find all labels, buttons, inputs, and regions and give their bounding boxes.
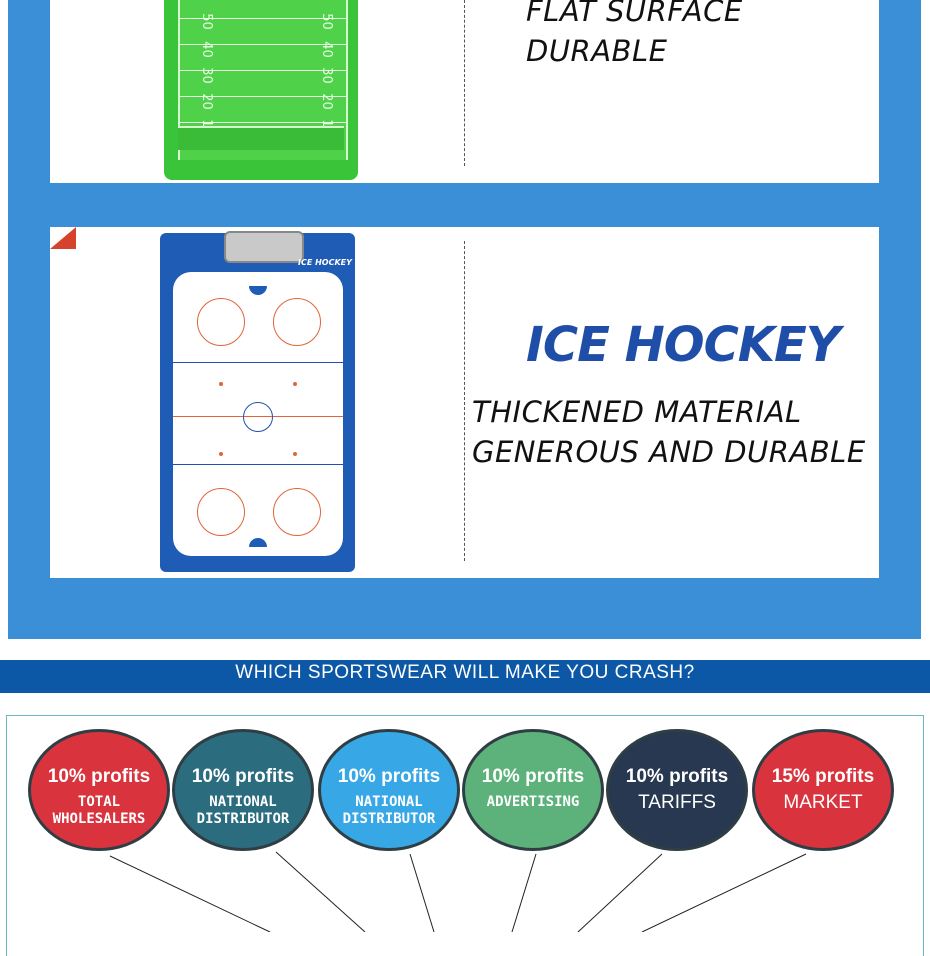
card-divider: [464, 0, 465, 166]
connector-lines: [0, 850, 930, 932]
yard-number: 30: [198, 67, 214, 84]
yard-number: 30: [318, 67, 334, 84]
football-endzone: [178, 126, 344, 150]
yard-number: 50: [318, 13, 334, 30]
profit-recipient: NATIONAL DISTRIBUTOR: [196, 794, 290, 827]
profit-bubble-wholesalers: [28, 729, 170, 851]
feature-line-2: GENEROUS AND DURABLE: [472, 435, 866, 469]
faceoff-circle: [273, 298, 321, 346]
center-circle: [243, 402, 273, 432]
yard-number: 20: [198, 93, 214, 110]
profit-percent: 10% profits: [191, 766, 295, 787]
profit-bubble-distributor: [172, 729, 314, 851]
blue-line: [173, 362, 343, 363]
football-card: [50, 0, 879, 183]
faceoff-circle: [197, 298, 245, 346]
profit-percent: 15% profits: [771, 766, 875, 787]
sport-title: ICE HOCKEY: [526, 317, 840, 373]
profit-recipient: ADVERTISING: [486, 794, 580, 810]
profit-recipient: MARKET: [783, 792, 863, 813]
board-label: ICE HOCKEY: [298, 258, 352, 267]
blue-line: [173, 464, 343, 465]
feature-line-1: THICKENED MATERIAL: [472, 395, 802, 429]
corner-ribbon: [50, 227, 76, 249]
faceoff-circle: [197, 488, 245, 536]
goal-crease: [249, 538, 267, 547]
banner-title: WHICH SPORTSWEAR WILL MAKE YOU CRASH?: [235, 662, 695, 683]
yard-number: 50: [198, 13, 214, 30]
profit-percent: 10% profits: [625, 766, 729, 787]
profit-bubble-tariffs: [606, 729, 748, 851]
faceoff-circle: [273, 488, 321, 536]
profit-recipient: NATIONAL DISTRIBUTOR: [342, 794, 436, 827]
product-panel: [8, 0, 921, 639]
profit-bubble-advertising: [462, 729, 604, 851]
yard-number: 40: [318, 41, 334, 58]
hockey-rink: [173, 272, 343, 556]
profit-recipient: TARIFFS: [638, 792, 716, 813]
goal-crease: [249, 286, 267, 295]
profit-percent: 10% profits: [337, 766, 441, 787]
profit-bubble-distributor: [318, 729, 460, 851]
yard-number: 40: [198, 41, 214, 58]
card-divider: [464, 241, 465, 561]
hockey-board-image: [160, 233, 355, 572]
clip-icon: [224, 231, 304, 263]
feature-line-1: FLAT SURFACE: [526, 0, 743, 28]
feature-line-2: DURABLE: [526, 34, 668, 68]
yard-number: 20: [318, 93, 334, 110]
hockey-card: [50, 227, 879, 578]
profit-recipient: TOTAL WHOLESALERS: [52, 794, 146, 827]
profit-percent: 10% profits: [481, 766, 585, 787]
profit-percent: 10% profits: [47, 766, 151, 787]
football-board-image: [164, 0, 358, 180]
banner-underline: [0, 690, 930, 692]
profit-bubble-market: [752, 729, 894, 851]
